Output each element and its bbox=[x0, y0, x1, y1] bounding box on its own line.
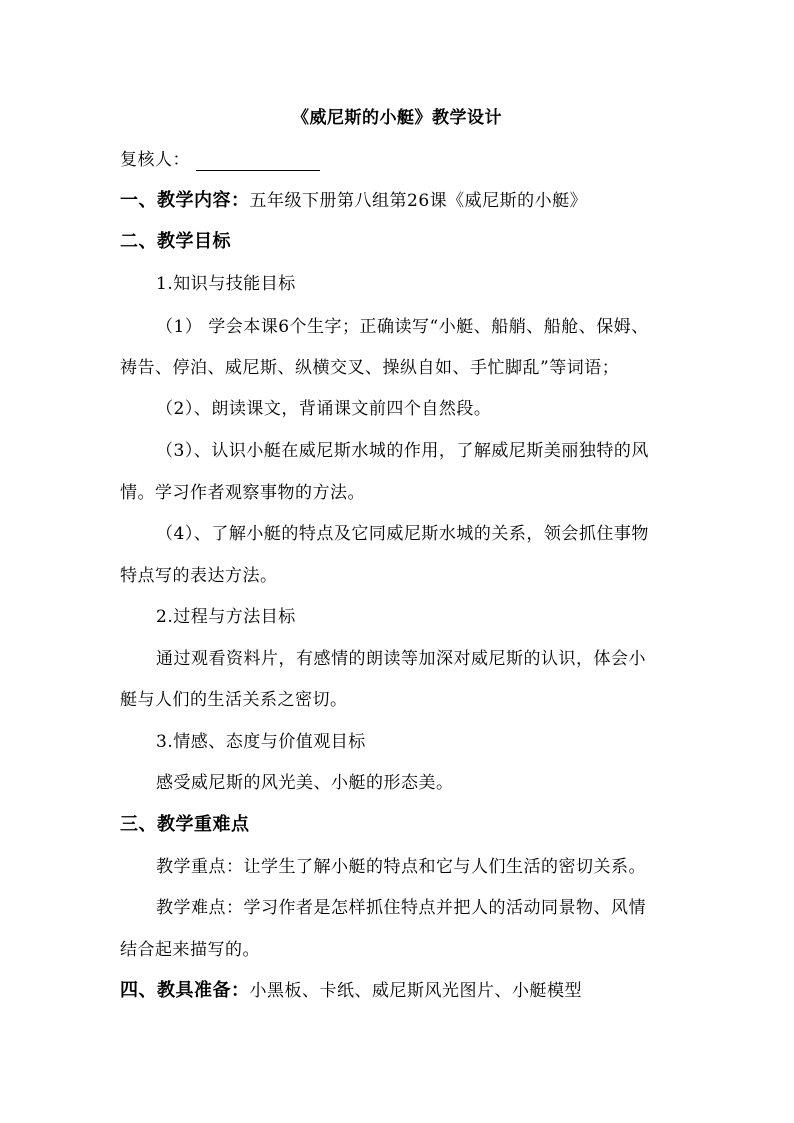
document-title: 《威尼斯的小艇》教学设计 bbox=[292, 108, 502, 128]
item4-line2: 特点写的表达方法。 bbox=[120, 566, 278, 586]
goal2-line1: 通过观看资料片，有感情的朗读等加深对威尼斯的认识，体会小 bbox=[156, 649, 646, 669]
goal3-text: 感受威尼斯的风光美、小艇的形态美。 bbox=[156, 773, 454, 793]
item1-line1: （1） 学会本课6个生字；正确读写“小艇、船艄、船舱、保姆、 bbox=[156, 317, 649, 337]
key-point: 教学重点：让学生了解小艇的特点和它与人们生活的密切关系。 bbox=[156, 857, 646, 877]
goal2-title: 2.过程与方法目标 bbox=[156, 607, 296, 627]
section4-line bbox=[120, 980, 582, 1002]
item2: （2）、朗读课文，背诵课文前四个自然段。 bbox=[156, 399, 492, 419]
goal2-line2: 艇与人们的生活关系之密切。 bbox=[120, 690, 348, 710]
reviewer-label: 复核人： bbox=[120, 150, 190, 170]
reviewer-line bbox=[120, 149, 320, 171]
difficult-point-line2: 结合起来描写的。 bbox=[120, 940, 260, 960]
item3-line2: 情。学习作者观察事物的方法。 bbox=[120, 483, 365, 503]
section3-heading: 三、教学重难点 bbox=[120, 814, 250, 835]
section4-heading: 四、教具准备： bbox=[120, 980, 250, 1001]
section4-text: 小黑板、卡纸、威尼斯风光图片、小艇模型 bbox=[249, 981, 582, 1001]
section2-heading: 二、教学目标 bbox=[120, 231, 231, 252]
goal1-title: 1.知识与技能目标 bbox=[156, 274, 296, 294]
section1-heading: 一、教学内容： bbox=[120, 190, 250, 211]
section1-text: 五年级下册第八组第26课《威尼斯的小艇》 bbox=[249, 191, 588, 211]
difficult-point-line1: 教学难点：学习作者是怎样抓住特点并把人的活动同景物、风情 bbox=[156, 898, 646, 918]
goal3-title: 3.情感、态度与价值观目标 bbox=[156, 732, 366, 752]
reviewer-blank bbox=[196, 154, 320, 171]
item1-line2: 祷告、停泊、威尼斯、纵横交叉、操纵自如、手忙脚乱”等词语； bbox=[120, 358, 620, 378]
item3-line1: （3）、认识小艇在威尼斯水城的作用，了解威尼斯美丽独特的风 bbox=[156, 441, 649, 461]
item4-line1: （4）、了解小艇的特点及它同威尼斯水城的关系，领会抓住事物 bbox=[156, 524, 649, 544]
section1-line bbox=[120, 190, 587, 212]
